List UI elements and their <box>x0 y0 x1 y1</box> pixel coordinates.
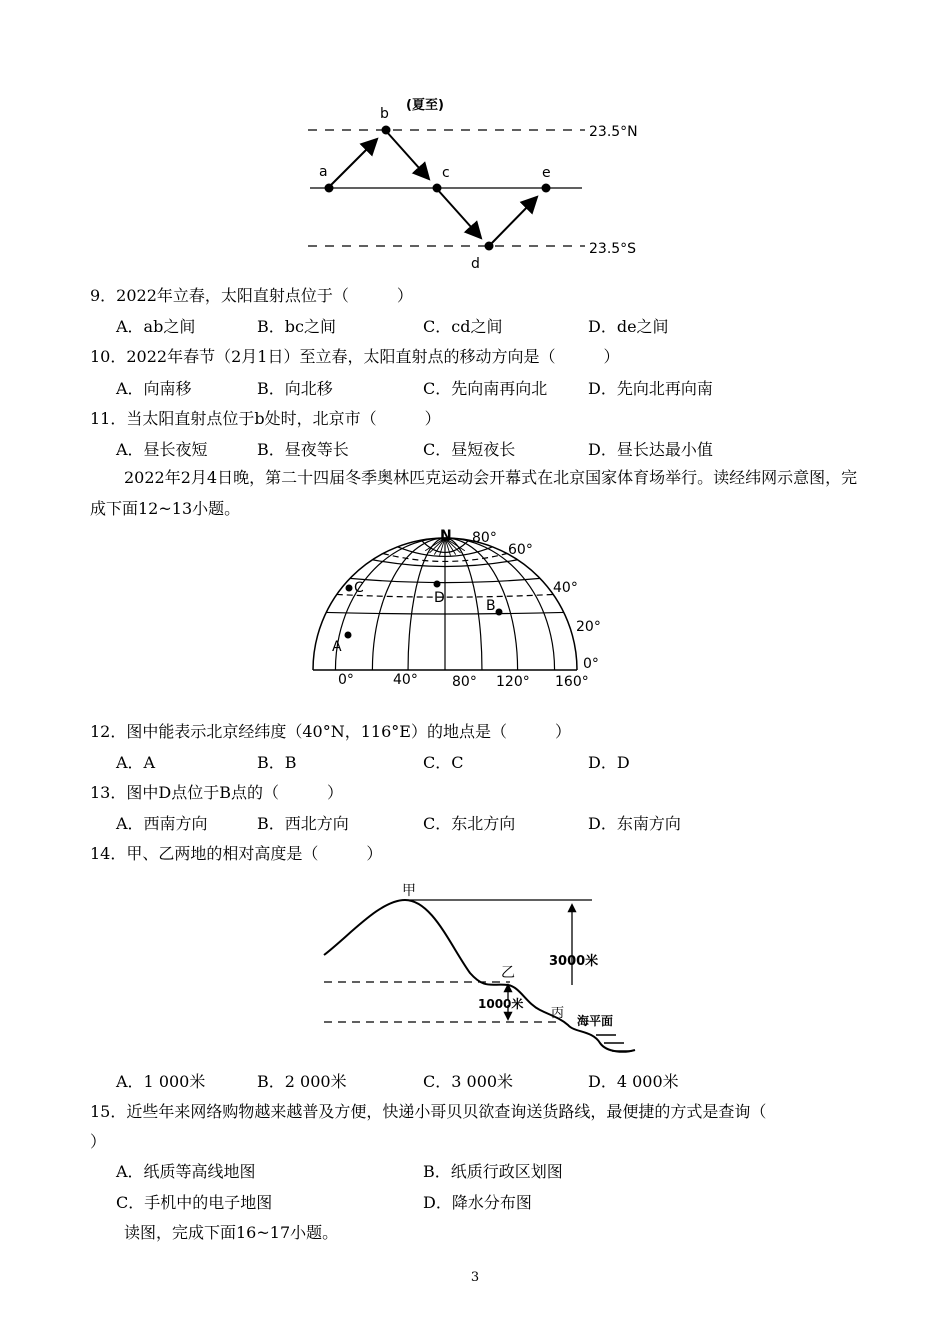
arrow-c-d <box>437 189 480 237</box>
question-10-stem: 10．2022年春节（2月1日）至立春，太阳直射点的移动方向是（ ） <box>90 347 620 366</box>
point-b-label: b <box>380 106 389 122</box>
q15-option-c[interactable]: C．手机中的电子地图 <box>116 1193 273 1212</box>
point-d-dot <box>485 242 494 251</box>
lat-label-60: 60° <box>508 542 533 558</box>
summer-solstice-label: (夏至) <box>406 98 444 113</box>
page-number: 3 <box>470 1270 480 1285</box>
q12-option-c[interactable]: C．C <box>423 753 464 772</box>
terrain-curve <box>324 900 635 1052</box>
north-pole-label: N <box>440 528 452 544</box>
intro-paragraph-12-13 <box>90 462 860 524</box>
q11-option-b[interactable]: B．昼夜等长 <box>257 440 349 459</box>
q9-option-d[interactable]: D．de之间 <box>588 317 669 336</box>
q9-option-a[interactable]: A．ab之间 <box>116 317 196 336</box>
point-e-dot <box>542 184 551 193</box>
solar-movement-diagram <box>300 90 660 275</box>
meridian-line <box>445 538 555 670</box>
label-bing: 丙 <box>551 1006 565 1021</box>
label-yi: 乙 <box>501 965 515 981</box>
question-12-stem: 12．图中能表示北京经纬度（40°N，116°E）的地点是（ ） <box>90 722 571 741</box>
intro-16-17: 读图，完成下面16~17小题。 <box>124 1223 339 1242</box>
q15-option-d[interactable]: D．降水分布图 <box>423 1193 532 1212</box>
q14-option-a[interactable]: A．1 000米 <box>116 1072 206 1091</box>
q11-option-a[interactable]: A．昼长夜短 <box>116 440 208 459</box>
q13-option-a[interactable]: A．西南方向 <box>116 814 208 833</box>
arrow-b-c <box>386 131 428 178</box>
lon-label-40: 40° <box>393 672 418 688</box>
lon-label-160: 160° <box>555 674 589 690</box>
q12-option-b[interactable]: B．B <box>257 753 297 772</box>
q14-option-b[interactable]: B．2 000米 <box>257 1072 347 1091</box>
label-sea-level: 海平面 <box>577 1014 614 1028</box>
question-9-stem: 9．2022年立春，太阳直射点位于（ ） <box>90 286 413 305</box>
point-D-dot <box>434 581 441 588</box>
question-14-stem: 14．甲、乙两地的相对高度是（ ） <box>90 844 383 863</box>
point-c-dot <box>433 184 442 193</box>
elevation-profile-diagram <box>320 875 645 1060</box>
label-jia: 甲 <box>402 883 416 899</box>
lon-label-120: 120° <box>496 674 530 690</box>
lat-north-label: 23.5°N <box>589 124 638 140</box>
point-a-dot <box>325 184 334 193</box>
meridian-line <box>335 538 445 670</box>
lat-label-40: 40° <box>553 580 578 596</box>
arrow-d-e <box>489 198 536 246</box>
meridian-line <box>445 538 482 670</box>
q13-option-d[interactable]: D．东南方向 <box>588 814 681 833</box>
graticule-diagram <box>300 520 620 698</box>
lat-label-80: 80° <box>472 530 497 546</box>
q14-option-c[interactable]: C．3 000米 <box>423 1072 514 1091</box>
point-B-label: B <box>486 598 496 614</box>
question-11-stem: 11．当太阳直射点位于b处时，北京市（ ） <box>90 409 441 428</box>
intro-12-13-text: 2022年2月4日晚，第二十四届冬季奥林匹克运动会开幕式在北京国家体育场举行。读经纬网示意图，完成下面12~13小题。 <box>90 468 858 518</box>
question-15-stem: 15．近些年来网络购物越来越普及方便，快递小哥贝贝欲查询送货路线，最便捷的方式是查询（ <box>90 1102 767 1121</box>
point-c-label: c <box>442 165 450 181</box>
q14-option-d[interactable]: D．4 000米 <box>588 1072 679 1091</box>
label-3000m: 3000米 <box>549 954 599 969</box>
point-b-dot <box>382 126 391 135</box>
label-1000m: 1000米 <box>478 997 524 1011</box>
q11-option-c[interactable]: C．昼短夜长 <box>423 440 516 459</box>
q10-option-a[interactable]: A．向南移 <box>116 379 192 398</box>
q11-option-d[interactable]: D．昼长达最小值 <box>588 440 713 459</box>
point-d-label: d <box>471 256 480 272</box>
point-B-dot <box>496 609 503 616</box>
question-15-stem-tail: ） <box>90 1132 107 1151</box>
q10-option-c[interactable]: C．先向南再向北 <box>423 379 548 398</box>
point-a-label: a <box>319 164 328 180</box>
q15-option-a[interactable]: A．纸质等高线地图 <box>116 1162 256 1181</box>
point-A-label: A <box>332 639 342 655</box>
lat-label-20: 20° <box>576 619 601 635</box>
point-e-label: e <box>542 165 551 181</box>
q13-option-b[interactable]: B．西北方向 <box>257 814 349 833</box>
q10-option-b[interactable]: B．向北移 <box>257 379 333 398</box>
point-A-dot <box>345 632 352 639</box>
question-13-stem: 13．图中D点位于B点的（ ） <box>90 783 343 802</box>
q12-option-a[interactable]: A．A <box>116 753 156 772</box>
lat-label-0: 0° <box>583 656 599 672</box>
point-D-label: D <box>434 590 445 606</box>
arrow-a-b <box>329 140 376 187</box>
lat-south-label: 23.5°S <box>589 241 637 257</box>
q12-option-d[interactable]: D．D <box>588 753 630 772</box>
q15-option-b[interactable]: B．纸质行政区划图 <box>423 1162 563 1181</box>
point-C-label: C <box>354 580 364 596</box>
q9-option-b[interactable]: B．bc之间 <box>257 317 336 336</box>
lon-label-80: 80° <box>452 674 477 690</box>
point-C-dot <box>346 585 353 592</box>
q13-option-c[interactable]: C．东北方向 <box>423 814 516 833</box>
q9-option-c[interactable]: C．cd之间 <box>423 317 503 336</box>
q10-option-d[interactable]: D．先向北再向南 <box>588 379 713 398</box>
lon-label-0: 0° <box>338 672 354 688</box>
